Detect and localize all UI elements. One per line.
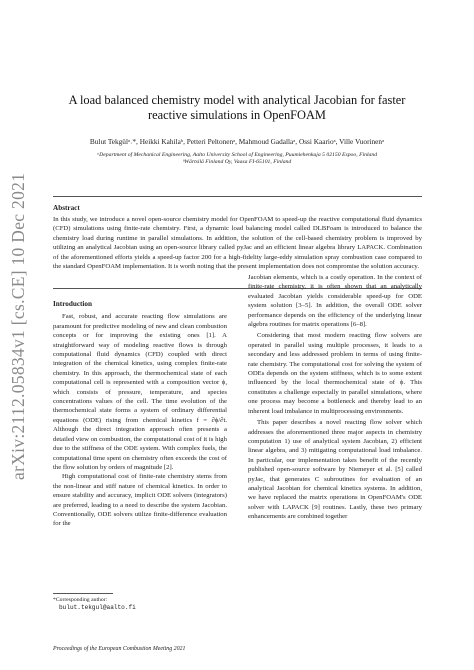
intro-paragraph-4: Considering that most modern reacting flow solvers are operated in parallel using multiple processes, it leads to a secondary and less addressed problem in terms of using finite-rate chemistry. The computational cost for solving the system of ODEs depends on the system stiffness, which is to some extent influenced by the local thermochemical state of ϕ. This constitutes a challenge especially in parallel simulations, where one process may become a bottleneck and thereby lead to an inherent load imbalance in multiprocessing environments. bbox=[248, 332, 422, 415]
abstract-heading: Abstract bbox=[53, 204, 80, 212]
arxiv-watermark bbox=[8, 172, 28, 480]
affiliations bbox=[40, 152, 434, 166]
intro-paragraph-1: Fast, robust, and accurate reacting flow simulations are paramount for predictive modeling of new and clean combustion concepts or for improving the existing ones [1]. A straightforward way of modeling reactive flows is through computational fluid dynamics (CFD) coupled with direct integration of the chemical kinetics, using complex finite-rate chemistry. In this approach, the thermochemical state of each computational cell is represented with a composition vector ϕ, which consists of pressure, temperature, and species concentrations values of the cell. The time evolution of the thermochemical state forms a system of ordinary differential equations (ODE) rising from chemical kinetics f = ∂ϕ/∂t. Although the direct integration approach often presents a detailed view on combustion, the computational cost of it is high due to the stiffness of the ODE system. With complex fuels, the computational time spent on chemistry often exceeds the cost of the flow solution by orders of magnitude [2]. bbox=[53, 313, 227, 471]
arxiv-identifier: arXiv:2112.05834v1 [cs.CE] 10 Dec 2021 bbox=[8, 172, 28, 480]
affiliation-b: ᵇWärtsilä Finland Oy, Vaasa FI-65101, Finland bbox=[182, 159, 292, 166]
author-list: Bulut Tekgülᵃ˒*, Heikki Kahilaᵇ, Petteri Peltonenᵃ, Mahmoud Gadallaᵃ, Ossi Kaarioᵃ, Ville Vuorinenᵃ bbox=[89, 137, 385, 146]
footnote-email[interactable]: bulut.tekgul@aalto.fi bbox=[59, 604, 136, 612]
left-column bbox=[53, 300, 227, 529]
abstract-text: In this study, we introduce a novel open-source chemistry model for OpenFOAM to speed-up the reactive computational fluid dynamics (CFD) simulations using finite-rate chemistry. First, a dynamic load balancing model called DLBFoam is introduced to balance the chemistry load during runtime in parallel simulations. In addition, the solution of the cell-based chemistry problem is improved by utilizing an analytical Jacobian using an open-source library called pyJac and an efficient linear algebra library LAPACK. Combination of the aforementioned efforts yields a speed-up factor 200 for a high-fidelity large-eddy simulation spray combustion case compared to the standard OpenFOAM implementation. It is worth noting that the present implementation does not compromise the solution accuracy. bbox=[53, 216, 422, 271]
right-column bbox=[248, 273, 422, 522]
proceedings-footer: Proceedings of the European Combustion Meeting 2021 bbox=[53, 646, 186, 652]
footnote-rule bbox=[53, 593, 113, 594]
section-heading-introduction: Introduction bbox=[53, 300, 93, 308]
abstract-top-rule bbox=[53, 196, 422, 197]
footnote bbox=[53, 597, 136, 612]
affiliation-a: ᵃDepartment of Mechanical Engineering, Aalto University School of Engineering, Puumiehenkuja 5 02150 Espoo, Finland bbox=[96, 152, 378, 158]
intro-paragraph-2: High computational cost of finite-rate chemistry stems from the non-linear and stiff nature of chemical kinetics. In order to ensure stability and accuracy, implicit ODE solvers (integrators) are preferred, leading to a need to describe the system Jacobian. Conventionally, ODE solvers utilize finite-difference evaluation for the bbox=[53, 473, 227, 528]
paper-title: A load balanced chemistry model with analytical Jacobian for faster reactive simulations in OpenFOAM bbox=[68, 93, 406, 122]
footnote-label: *Corresponding author: bbox=[53, 597, 108, 603]
intro-paragraph-5: This paper describes a novel reacting flow solver which addresses the aforementioned three major aspects in chemistry computation 1) use of analytical system Jacobian, 2) efficient linear algebra, and 3) mitigating computational load imbalance. In particular, our implementation takes benefit of the recently published open-source software by Niemeyer et al. [5] called pyJac, that generates C subroutines for evaluation of an analytical Jacobian for chemical kinetics systems. In addition, we have replaced the matrix operations in OpenFOAM's ODE solver with LAPACK [9] routines. Lastly, these two primary enhancements are combined together bbox=[248, 419, 422, 521]
intro-paragraph-3: Jacobian elements, which is a costly operation. In the context of finite-rate chemistry, it is often shown that an analytically evaluated Jacobian yields considerable speed-up for ODE system solution [3–5]. In addition, the overall ODE solver performance depends on the efficiency of the underlying linear algebra routines for matrix operations [6–8]. bbox=[248, 274, 422, 329]
